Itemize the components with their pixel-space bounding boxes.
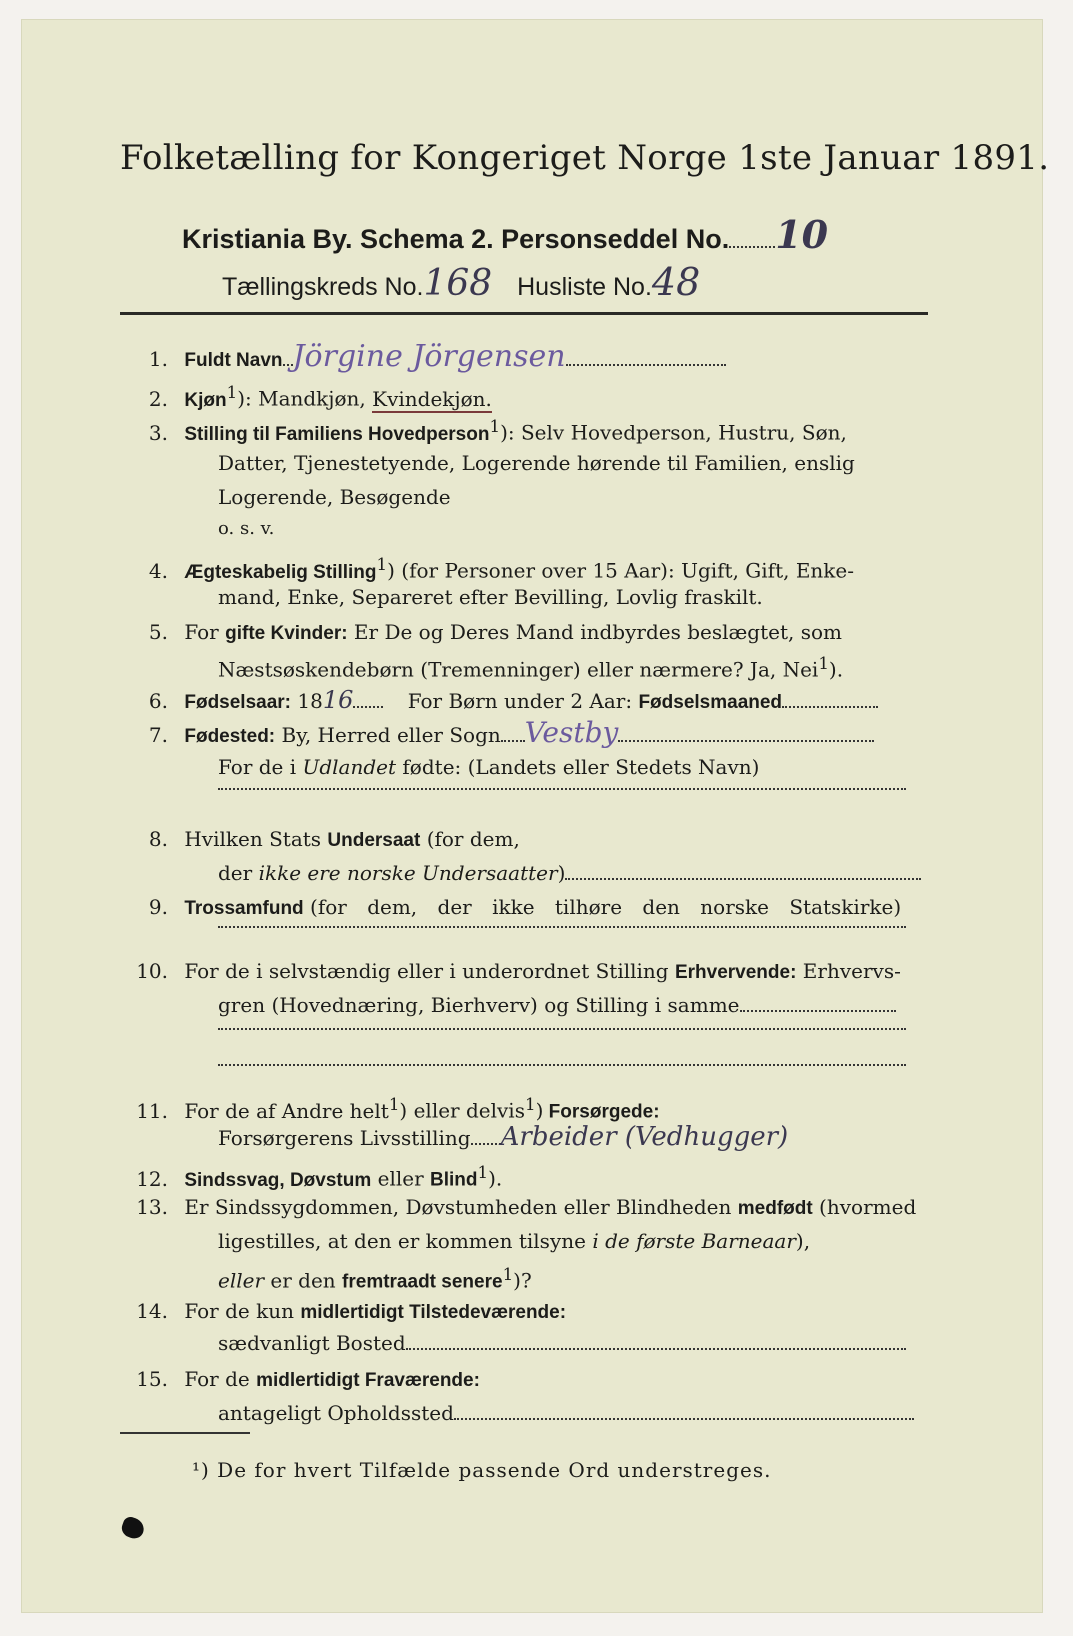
item-7-line2: For de i Udlandet fødte: (Landets eller Stedets Navn) [218,755,760,779]
census-form [22,20,1050,1612]
item-8-line2: der ikke ere norske Undersaatter) [218,856,921,890]
item-3-line4: o. s. v. [218,518,275,539]
footnote-rule [120,1432,250,1434]
form-title: Folketælling for Kongeriget Norge 1ste Januar 1891. [120,138,1050,178]
item-12: 12. Sindssvag, Døvstum eller Blind$^1$). [136,1163,503,1191]
taellingskreds-label: Tællingskreds No. [222,273,424,301]
supporter-occupation-value: Arbeider (Vedhugger) [500,1122,789,1152]
item-15: 15. For de midlertidigt Fraværende: [136,1367,480,1391]
husliste-label: Husliste No. [517,273,652,301]
item-14: 14. For de kun midlertidigt Tilstedeværende: [136,1299,567,1323]
item-4-line2: mand, Enke, Separeret efter Bevilling, Lovlig fraskilt. [218,585,763,609]
item-9: 9. Trossamfund (for dem, der ikke tilhøre den norske Statskirke) [148,895,902,919]
item-10-line2: gren (Hovednæring, Bierhverv) og Stilling i samme [218,988,896,1022]
item-11-line2: Forsørgerens Livsstilling Arbeider (Vedhugger) [218,1122,789,1152]
item-9-blank [218,926,906,928]
item-10-blank-2 [218,1064,906,1066]
footnote: ¹) De for hvert Tilfælde passende Ord understreges. [192,1458,772,1482]
item-8: 8. Hvilken Stats Undersaat (for dem, [148,827,520,851]
item-10: 10. For de i selvstændig eller i underordnet Stilling Erhvervende: Erhvervs- [136,959,901,983]
item-7-blank [218,788,906,790]
schema-label: Kristiania By. Schema 2. Personseddel No. [182,224,730,254]
husliste-number: 48 [651,260,701,304]
item-5: 5. For gifte Kvinder: Er De og Deres Mand indbyrdes beslægtet, som [148,620,842,644]
item-13: 13. Er Sindssygdommen, Døvstumheden eller Blindheden medfødt (hvormed [136,1195,917,1219]
item-14-line2: sædvanligt Bosted [218,1326,906,1360]
schema-line [182,212,828,257]
item-2: 2. Kjøn$^1$): Mandkjøn, Kvindekjøn. [148,383,492,411]
item-3-line3: Logerende, Besøgende [218,485,451,509]
header-rule [120,312,928,315]
item-11: 11. For de af Andre helt$^1$) eller delvis$^1$) Forsørgede: [136,1095,660,1123]
item-10-blank-1 [218,1028,906,1030]
item-3: 3. Stilling til Familiens Hovedperson$^1$): Selv Hovedperson, Hustru, Søn, [148,417,847,445]
item-15-line2: antageligt Opholdssted [218,1396,914,1430]
birthplace-value: Vestby [524,716,619,749]
item-13-line3: eller er den fremtraadt senere$^1$)? [218,1265,532,1293]
sex-selected: Kvindekjøn. [372,386,492,411]
ink-blot [119,1515,147,1541]
full-name-value: Jörgine Jörgensen [292,339,566,374]
district-line [222,260,700,304]
taellingskreds-number: 168 [423,263,493,304]
item-13-line2: ligestilles, at den er kommen tilsyne i de første Barneaar), [218,1229,811,1253]
item-6: 6. Fødselsaar: 1816 For Børn under 2 Aar: Fødselsmaaned [120,683,878,720]
item-3-line2: Datter, Tjenestetyende, Logerende hørende til Familien, enslig [218,451,855,475]
personseddel-number: 10 [775,212,829,257]
item-5-line2: Næstsøskendebørn (Tremenninger) eller nærmere? Ja, Nei$^1$). [218,654,844,682]
item-4: 4. Ægteskabelig Stilling$^1$) (for Personer over 15 Aar): Ugift, Gift, Enke- [148,555,855,583]
birth-year-value: 16 [322,686,354,714]
item-7: 7. Fødested: By, Herred eller Sogn Vestby [120,716,874,754]
item-1: 1. Fuldt Navn Jörgine Jörgensen [120,340,726,378]
